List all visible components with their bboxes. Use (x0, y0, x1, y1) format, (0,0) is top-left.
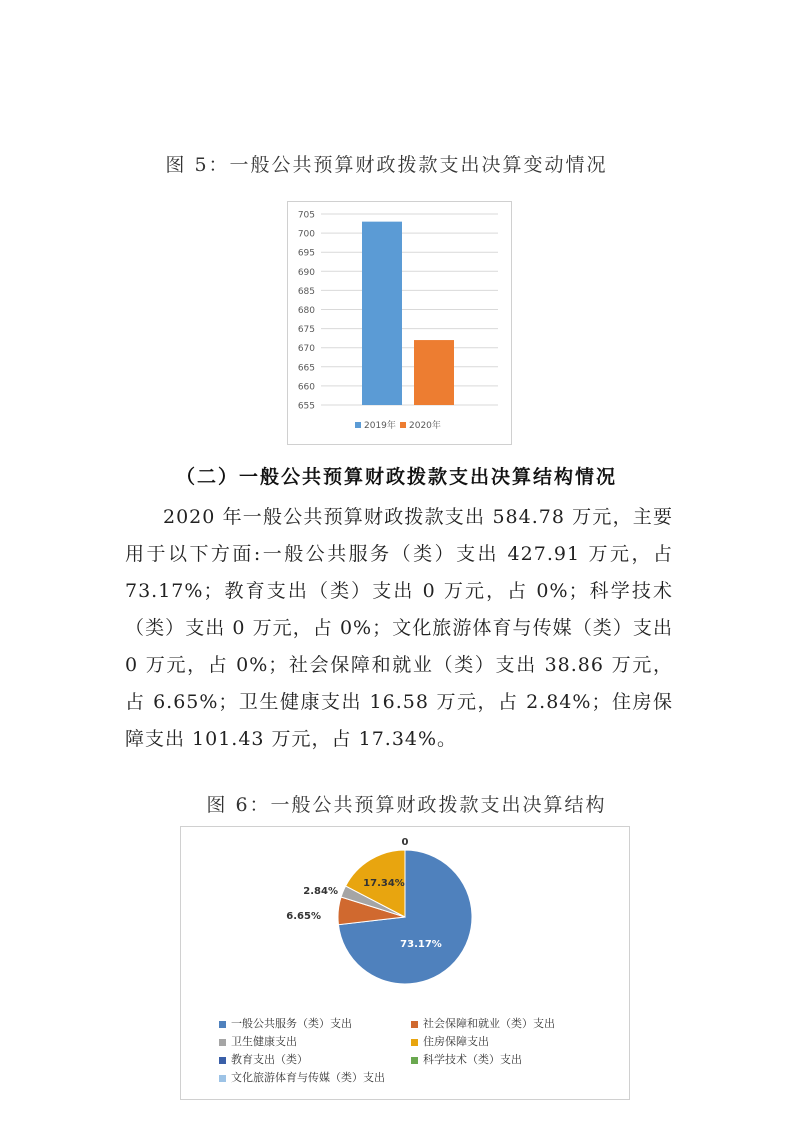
body-paragraph (125, 499, 673, 758)
legend-item (411, 1051, 522, 1067)
bar-series-2 (414, 340, 454, 405)
legend-swatch (219, 1021, 226, 1028)
legend-label: 教育支出（类） (231, 1053, 308, 1066)
y-tick-label: 660 (297, 382, 315, 393)
legend-item (219, 1051, 308, 1067)
legend-label: 社会保障和就业（类）支出 (423, 1017, 555, 1030)
y-tick-label: 675 (297, 325, 315, 336)
legend-swatch (400, 422, 406, 428)
legend-label: 2019年 (364, 421, 396, 431)
bar-series-1 (362, 222, 402, 405)
y-tick-label: 695 (297, 248, 315, 259)
legend-item (219, 1033, 297, 1049)
legend-item (219, 1015, 352, 1031)
slice-label: 73.17% (400, 939, 442, 950)
section-heading: （二）一般公共预算财政拨款支出决算结构情况 (175, 466, 617, 488)
legend-label: 住房保障支出 (423, 1035, 489, 1048)
legend-label: 科学技术（类）支出 (423, 1053, 522, 1066)
legend-swatch (411, 1039, 418, 1046)
legend-item (219, 1069, 385, 1085)
slice-label: 17.34% (363, 878, 405, 889)
legend-swatch (411, 1021, 418, 1028)
body-paragraph-text: 2020 年一般公共预算财政拨款支出 584.78 万元，主要用于以下方面:一般公共服务（类）支出 427.91 万元，占 73.17%；教育支出（类）支出 0 万元，占 0%；科学技术（类）支出 0 万元，占 0%；文化旅游体育与传媒（类）支出 0 万元，占 0%；社会保障和就业（类）支出 38.86 万元，占 6.65%；卫生健康支出 16.58 万元，占 2.84%；住房保障支出 101.43 万元，占 17.34%。 (125, 506, 673, 750)
legend-swatch (411, 1057, 418, 1064)
y-tick-label: 705 (297, 210, 315, 221)
slice-label: 6.65% (286, 911, 321, 922)
y-tick-label: 690 (297, 267, 315, 278)
legend-item (411, 1033, 489, 1049)
slice-label: 2.84% (303, 886, 338, 897)
legend-swatch (219, 1075, 226, 1082)
legend-swatch (355, 422, 361, 428)
y-tick-label: 680 (297, 306, 315, 316)
figure6-caption: 图 6：一般公共预算财政拨款支出决算结构 (206, 794, 607, 816)
legend-label: 文化旅游体育与传媒（类）支出 (231, 1071, 385, 1084)
y-tick-label: 700 (297, 229, 315, 240)
pie-chart (180, 826, 630, 1100)
legend-swatch (219, 1039, 226, 1046)
legend-label: 一般公共服务（类）支出 (231, 1017, 352, 1030)
y-tick-label: 665 (297, 363, 315, 374)
bar-chart (287, 201, 512, 445)
y-tick-label: 670 (297, 344, 315, 355)
legend-swatch (219, 1057, 226, 1064)
figure5-caption: 图 5：一般公共预算财政拨款支出决算变动情况 (165, 154, 608, 176)
y-tick-label: 685 (297, 286, 315, 297)
bar-chart-svg (288, 202, 511, 444)
legend-item (411, 1015, 555, 1031)
legend-label: 卫生健康支出 (231, 1035, 297, 1048)
y-tick-label: 655 (297, 401, 315, 412)
slice-label-zero: 0 (401, 837, 409, 848)
legend-label: 2020年 (409, 421, 441, 431)
